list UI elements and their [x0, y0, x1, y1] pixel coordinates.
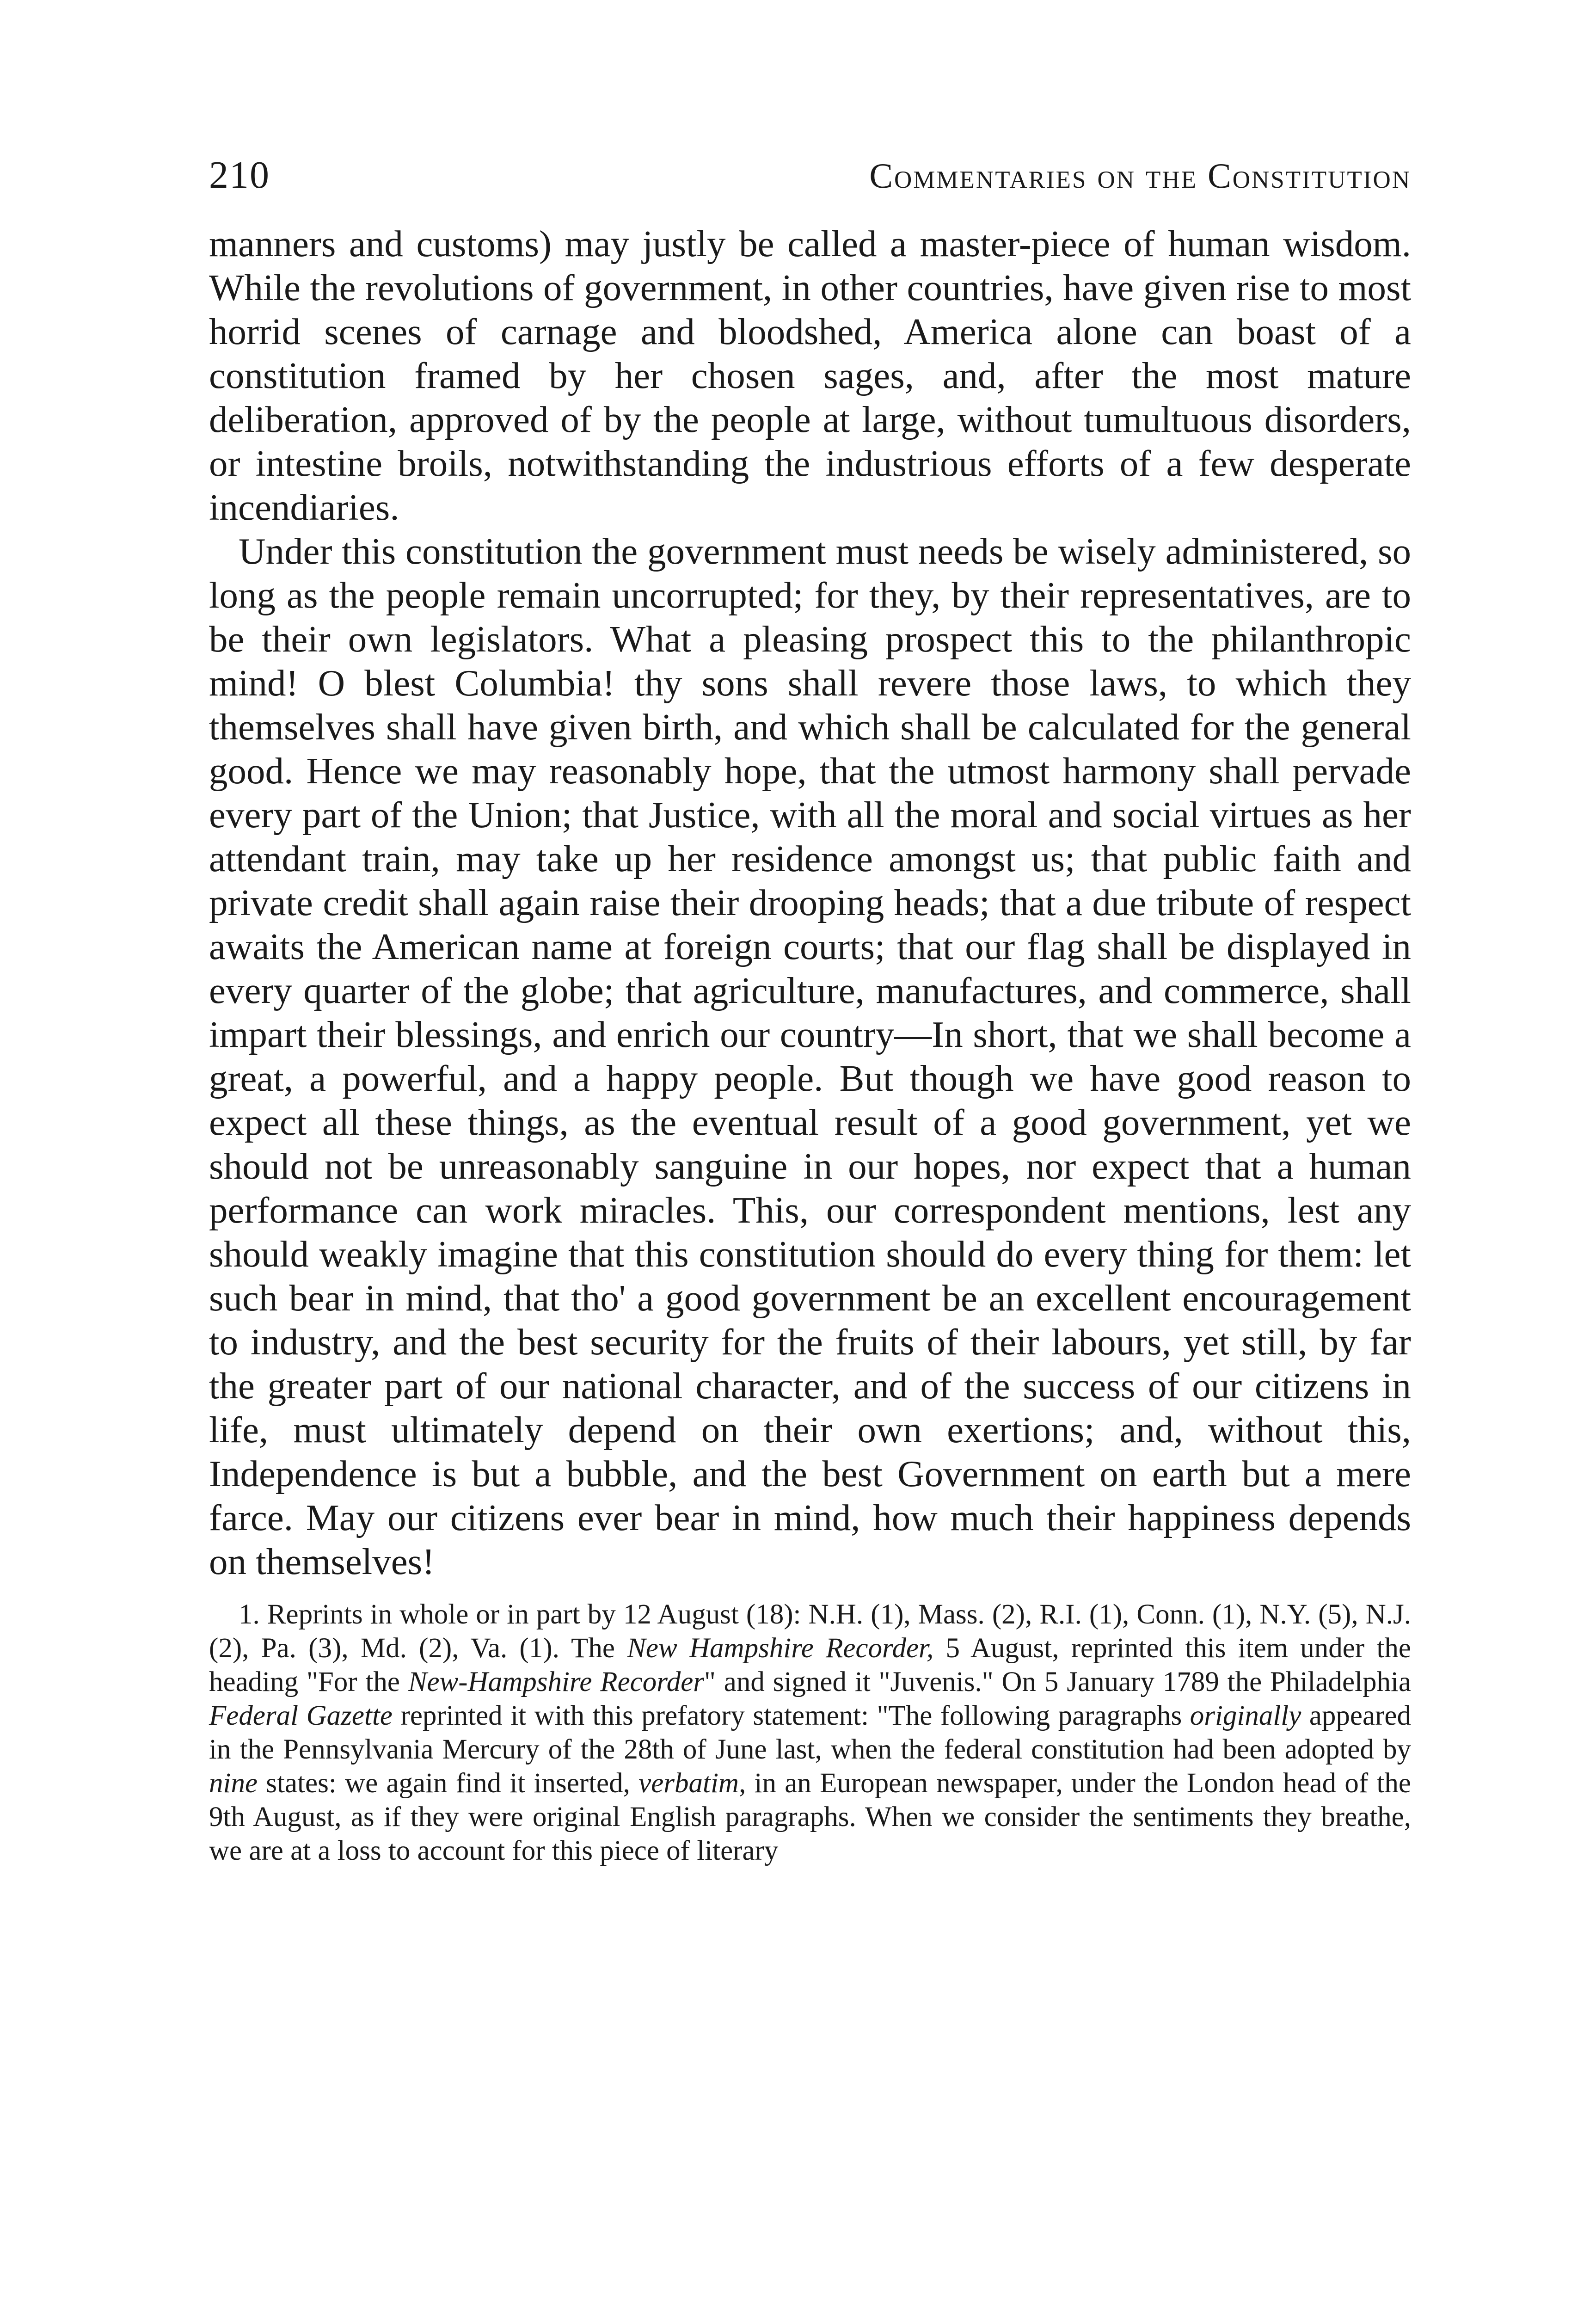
page-number: 210 [209, 154, 270, 197]
footnote-italic: New Hampshire Recorder, [627, 1633, 934, 1664]
footnote-italic: Federal Gazette [209, 1700, 393, 1731]
body-paragraph-1: manners and customs) may justly be called a master-piece of human wisdom. While the revolutions of government, in other countries, have given rise to most horrid scenes of carnage and bloodshed, America alone can boast of a constitution framed by her chosen sages, and, after the most mature deliberation, approved of by the people at large, without tumultuous disorders, or intestine broils, notwithstanding the industrious efforts of a few desperate incendiaries. [209, 223, 1411, 528]
footnote-italic: originally [1190, 1700, 1301, 1731]
footnote-text: states: we again find it inserted, [258, 1768, 639, 1799]
document-page [209, 153, 1411, 1868]
footnote-text: 1. Reprints in whole or in part by 12 August (18): N.H. (1), Mass. (2), R.I. (1), Conn. (1), N.Y. (5), N.J. (2), Pa. (3), Md. (2), Va. (1). The [209, 1599, 1411, 1664]
body-paragraph-2: Under this constitution the government must needs be wisely administered, so long as the people remain uncorrupted; for they, by their representatives, are to be their own legislators. What a pleasing prospect this to the philanthropic mind! O blest Columbia! thy sons shall revere those laws, to which they themselves shall have given birth, and which shall be calculated for the general good. Hence we may reasonably hope, that the utmost harmony shall pervade every part of the Union; that Justice, with all the moral and social virtues as her attendant train, may take up her residence amongst us; that public faith and private credit shall again raise their drooping heads; that a due tribute of respect awaits the American name at foreign courts; that our flag shall be displayed in every quarter of the globe; that agriculture, manufactures, and commerce, shall impart their blessings, and enrich our country—In short, that we shall become a great, a powerful, and a happy people. But though we have good reason to expect all these things, as the eventual result of a good government, yet we should not be unreasonably sanguine in our hopes, nor expect that a human performance can work miracles. This, our correspondent mentions, lest any should weakly imagine that this constitution should do every thing for them: let such bear in mind, that tho' a good government be an excellent encouragement to industry, and the best security for the fruits of their labours, yet still, by far the greater part of our national character, and of the success of our citizens in life, must ultimately depend on their own exertions; and, without this, Independence is but a bubble, and the best Government on earth but a mere farce. May our citizens ever bear in mind, how much their happiness depends on themselves! [209, 530, 1411, 1582]
footnote-1 [209, 1598, 1411, 1868]
footnote-text: in an European newspaper, under the London head of the 9th August, as if they were original English paragraphs. When we consider the sentiments they breathe, we are at a loss to account for this piece of literary [209, 1768, 1411, 1866]
footnote-italic: New-Hampshire Recorder [408, 1666, 705, 1697]
footnote-italic: nine [209, 1768, 258, 1799]
footnote-text: appeared in the Pennsylvania Mercury of the 28th of June last, when the federal constitution had been adopted by [209, 1700, 1411, 1765]
body-text [209, 222, 1411, 1584]
running-head: Commentaries on the Constitution [869, 157, 1411, 196]
footnote-text: 5 August, reprinted this item under the heading "For the [209, 1633, 1411, 1697]
footnote-text: reprinted it with this prefatory statement: "The following paragraphs [392, 1700, 1190, 1731]
page-header [209, 153, 1411, 203]
footnote-italic: verbatim, [638, 1768, 746, 1799]
footnote-text: " and signed it "Juvenis." On 5 January 1789 the Philadelphia [704, 1666, 1411, 1697]
